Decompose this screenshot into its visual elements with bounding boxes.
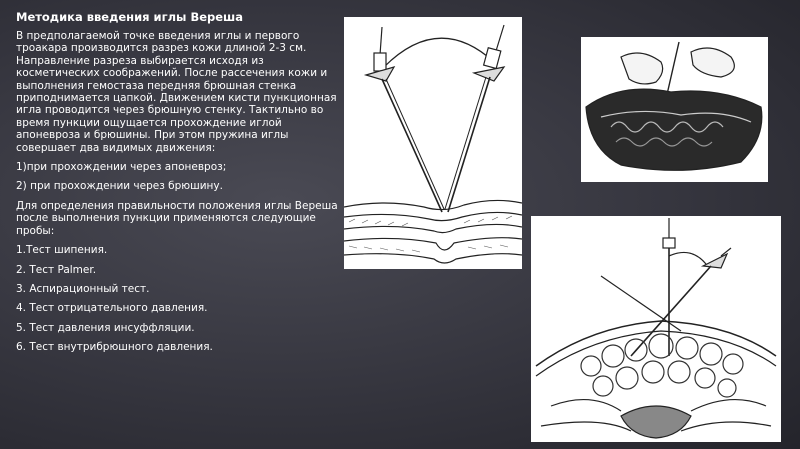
test-item: 6. Тест внутрибрюшного давления. (16, 341, 213, 354)
test-item: 2. Тест Palmer. (16, 263, 97, 276)
cross-section-drawing (531, 216, 781, 442)
intro-paragraph: В предполагаемой точке введения иглы и первого троакара производится разрез кожи длиной 2-3 см. Направление разреза выбирается исходя из косметических соображений. После рассечения кожи и выполнения гемостаза передняя брюшная стенка приподнимается цапкой. Движением кисти пункционная игла проводится через брюшную стенку. Тактильно во время пункции ощущается прохождение иглой апоневроза и брюшины. При этом пружина иглы совершает два видимых движения: (16, 30, 337, 154)
needle-insertion-angle-illustration (344, 17, 522, 269)
tests-paragraph: Для определения правильности положения иглы Вереша после выполнения пункции применяются следующие пробы: (16, 199, 338, 237)
test-item: 1.Тест шипения. (16, 244, 108, 257)
movement-item: 1)при прохождении через апоневроз; (16, 161, 227, 174)
slide-title: Методика введения иглы Вереша (16, 10, 244, 24)
test-item: 4. Тест отрицательного давления. (16, 302, 208, 315)
test-item: 5. Тест давления инсуффляции. (16, 321, 195, 334)
test-item: 3. Аспирационный тест. (16, 282, 150, 295)
abdomen-drawing (581, 37, 768, 182)
needle-drawing (344, 17, 522, 269)
abdomen-cross-section-illustration (531, 216, 781, 442)
movement-item: 2) при прохождении через брюшину. (16, 180, 223, 193)
slide-text (16, 10, 346, 354)
abdominal-wall-lift-illustration (581, 37, 768, 182)
